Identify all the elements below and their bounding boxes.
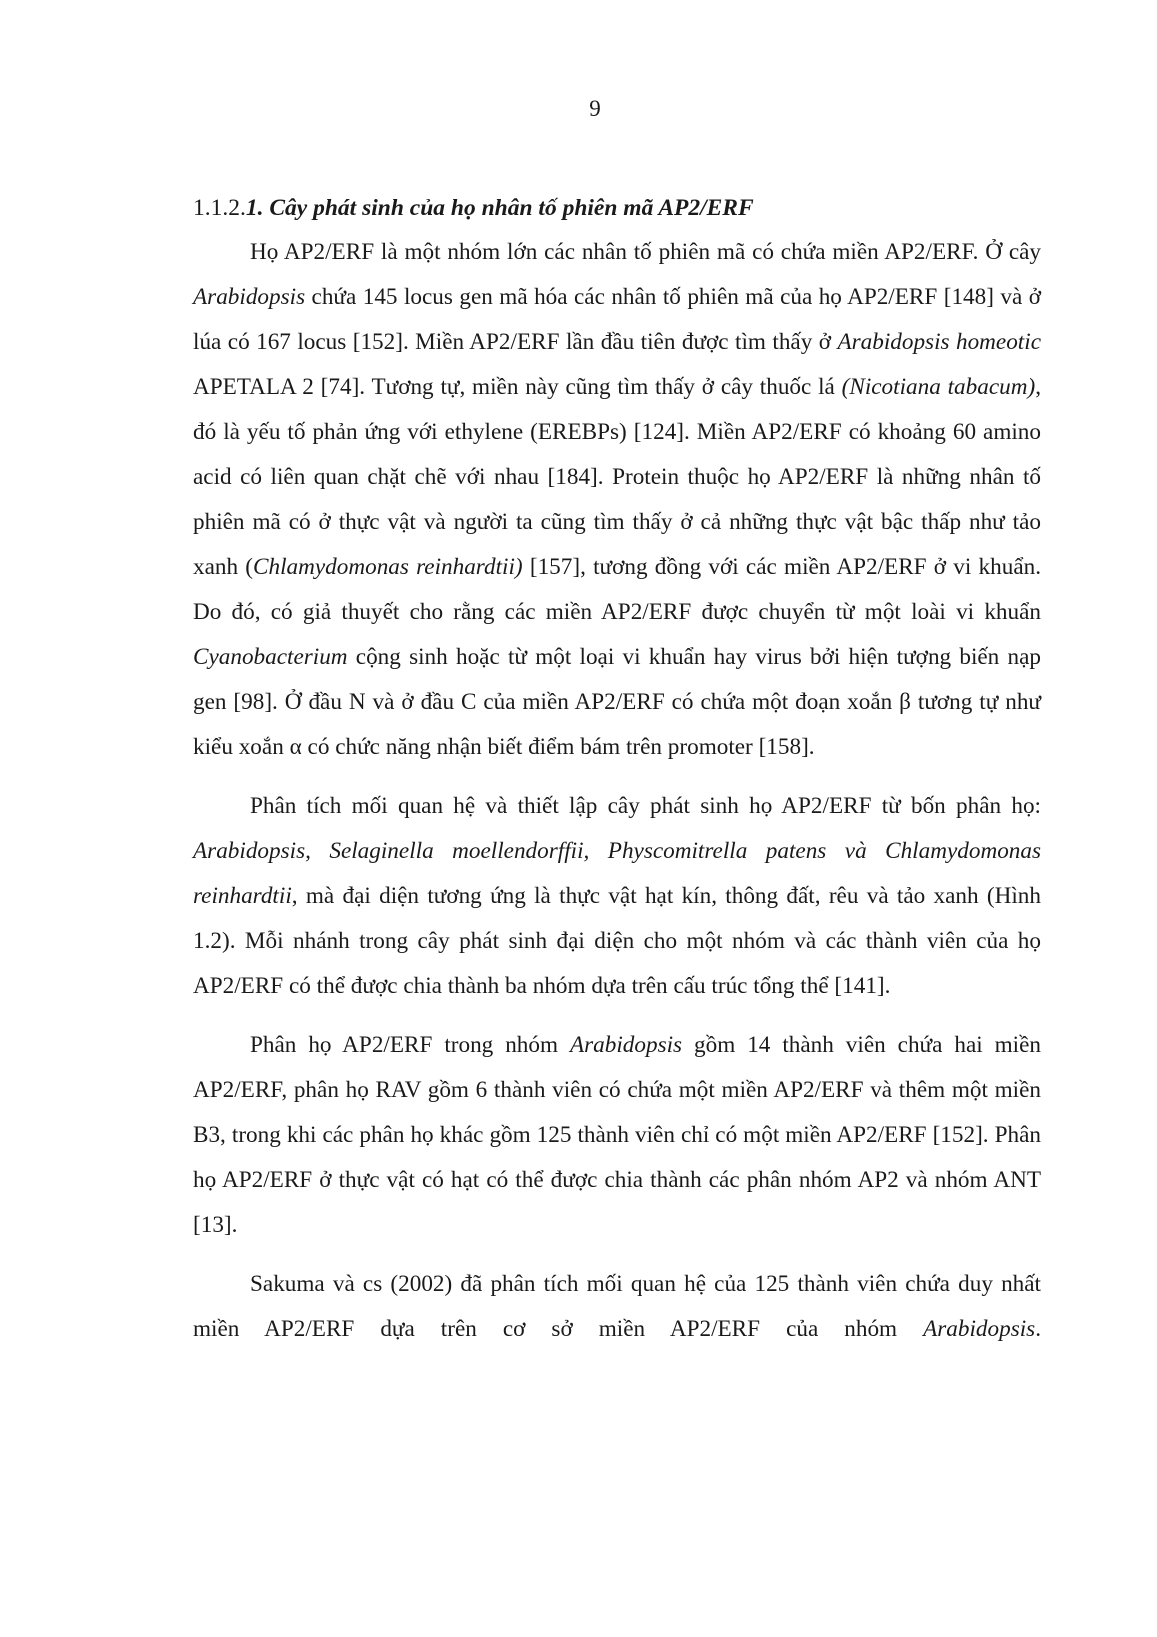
text-run: Phân tích mối quan hệ và thiết lập cây phát sinh họ AP2/ERF từ bốn phân họ:: [250, 793, 1041, 819]
italic-term: Arabidopsis, Selaginella moellendorffii, Physcomitrella patens và Chlamydomonas reinhardtii: [193, 838, 1041, 909]
paragraph-3: [193, 1023, 1041, 1248]
italic-term: Arabidopsis: [569, 1032, 683, 1058]
italic-term: Arabidopsis: [193, 284, 306, 310]
paragraph-4: [193, 1262, 1041, 1352]
italic-term: Cyanobacterium: [193, 644, 348, 670]
text-run: chứa 145 locus gen mã hóa các nhân tố phiên mã của họ AP2/ERF [148] và ở lúa có 167 locus [152]. Miền AP2/ERF lần đầu tiên được tìm thấy ở: [193, 284, 1041, 355]
text-run: [157], tương đồng với các miền AP2/ERF ở vi khuẩn. Do đó, có giả thuyết cho rằng các miền AP2/ERF được chuyển từ một loài vi khuẩn: [193, 554, 1042, 625]
text-run: , đó là yếu tố phản ứng với ethylene (EREBPs) [124]. Miền AP2/ERF có khoảng 60 amino acid có liên quan chặt chẽ với nhau [184]. Protein thuộc họ AP2/ERF là những nhân tố phiên mã có ở thực vật và người ta cũng tìm thấy ở cả những thực vật bậc thấp như tảo xanh (: [193, 374, 1041, 580]
text-run: Sakuma và cs (2002) đã phân tích mối quan hệ của 125 thành viên chứa duy nhất miền AP2/ERF dựa trên cơ sở miền AP2/ERF của nhóm: [193, 1271, 1041, 1342]
subsection-number: 1.: [245, 195, 264, 221]
text-run: Họ AP2/ERF là một nhóm lớn các nhân tố phiên mã có chứa miền AP2/ERF. Ở cây: [250, 239, 1041, 265]
paragraph-1: [193, 230, 1041, 770]
text-run: Phân họ AP2/ERF trong nhóm: [250, 1032, 570, 1058]
italic-term: Chlamydomonas reinhardtii): [253, 554, 523, 580]
section-title: Cây phát sinh của họ nhân tố phiên mã AP2/ERF: [263, 195, 754, 221]
text-run: , mà đại diện tương ứng là thực vật hạt kín, thông đất, rêu và tảo xanh (Hình 1.2). Mỗi nhánh trong cây phát sinh đại diện cho một nhóm và các thành viên của họ AP2/ERF có thể được chia thành ba nhóm dựa trên cấu trúc tổng thể [141].: [193, 883, 1041, 999]
text-run: cộng sinh hoặc từ một loại vi khuẩn hay virus bởi hiện tượng biến nạp gen [98]. Ở đầu N và ở đầu C của miền AP2/ERF có chứa một đoạn xoắn β tương tự như kiểu xoắn α có chức năng nhận biết điểm bám trên promoter [158].: [193, 644, 1041, 760]
section-heading: [193, 186, 1041, 231]
italic-term: (Nicotiana tabacum): [841, 374, 1036, 400]
page-number: 9: [589, 96, 601, 121]
section-number: 1.1.2.: [193, 195, 246, 221]
italic-term: Arabidopsis homeotic: [837, 329, 1041, 355]
text-run: APETALA 2 [74]. Tương tự, miền này cũng tìm thấy ở cây thuốc lá: [193, 374, 842, 400]
text-run: .: [1035, 1316, 1041, 1342]
document-body: [193, 186, 1041, 1366]
italic-term: Arabidopsis: [923, 1316, 1036, 1342]
text-run: gồm 14 thành viên chứa hai miền AP2/ERF, phân họ RAV gồm 6 thành viên có chứa một miền AP2/ERF và thêm một miền B3, trong khi các phân họ khác gồm 125 thành viên chỉ có một miền AP2/ERF [152]. Phân họ AP2/ERF ở thực vật có hạt có thể được chia thành các phân nhóm AP2 và nhóm ANT [13].: [193, 1032, 1041, 1238]
paragraph-2: [193, 784, 1041, 1009]
